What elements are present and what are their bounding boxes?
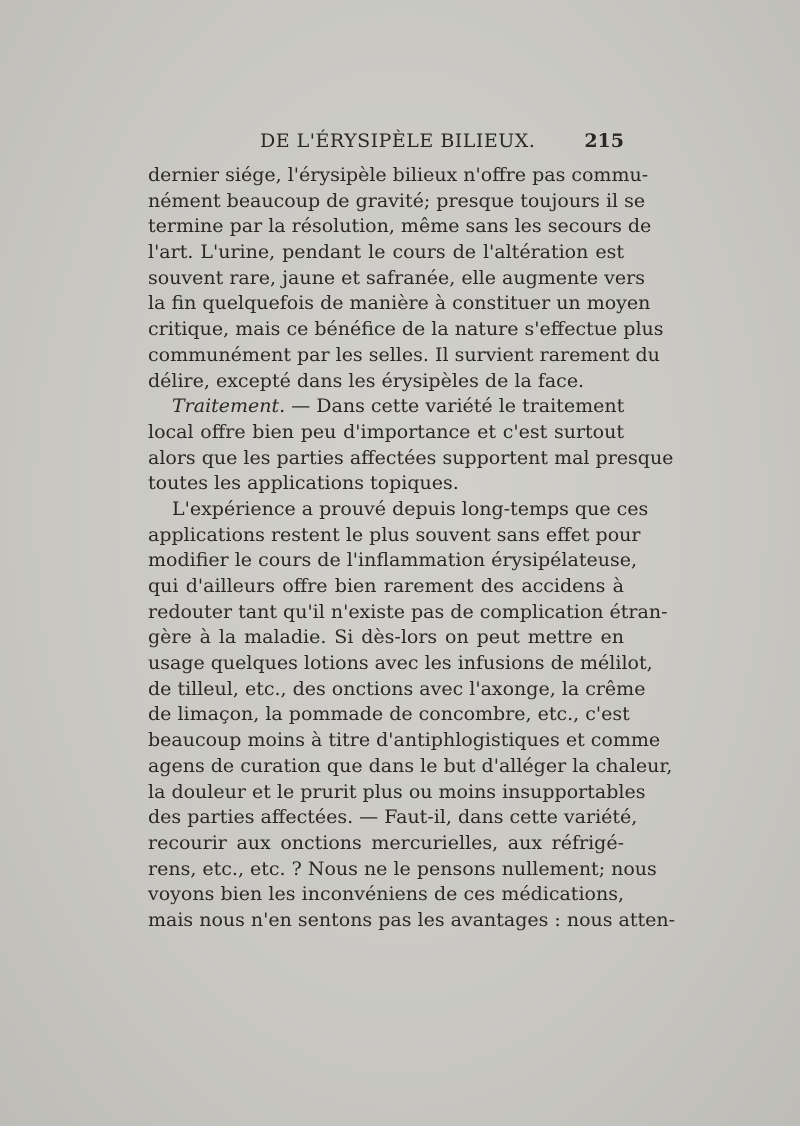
text-line: des parties affectées. — Faut-il, dans cette variété,	[148, 806, 638, 829]
text-line: beaucoup moins à titre d'antiphlogistiques et comme	[148, 729, 661, 752]
text-line: L'expérience a prouvé depuis long-temps que ces	[172, 497, 649, 520]
text-line: rens, etc., etc. ? Nous ne le pensons nullement; nous	[148, 857, 657, 880]
text-line: souvent rare, jaune et safranée, elle augmente vers	[148, 266, 645, 289]
text-line: délire, excepté dans les érysipèles de la face.	[148, 369, 585, 392]
traitement-rest: — Dans cette variété le traitement	[285, 395, 625, 418]
text-line: modifier le cours de l'inflammation érysipélateuse,	[148, 549, 637, 572]
text-line: agens de curation que dans le but d'alléger la chaleur,	[148, 754, 673, 777]
text-line: nément beaucoup de gravité; presque toujours il se	[148, 189, 646, 212]
text-line: voyons bien les inconvéniens de ces médications,	[148, 883, 624, 906]
text-line: la fin quelquefois de manière à constituer un moyen	[148, 292, 651, 315]
text-line: de limaçon, la pommade de concombre, etc., c'est	[148, 703, 630, 726]
text-line: l'art. L'urine, pendant le cours de l'altération est	[148, 241, 624, 264]
text-line: termine par la résolution, même sans les secours de	[148, 215, 652, 238]
running-title: DE L'ÉRYSIPÈLE BILIEUX.	[260, 130, 536, 152]
text-line: communément par les selles. Il survient rarement du	[148, 343, 660, 366]
text-line: la douleur et le prurit plus ou moins insupportables	[148, 780, 646, 803]
text-line: dernier siége, l'érysipèle bilieux n'offre pas commu-	[148, 164, 649, 186]
page-number: 215	[584, 130, 624, 152]
text-line: qui d'ailleurs offre bien rarement des accidens à	[148, 575, 624, 597]
text-line: local offre bien peu d'importance et c'est surtout	[148, 420, 624, 443]
text-line: critique, mais ce bénéfice de la nature s'effectue plus	[148, 318, 664, 341]
text-line: alors que les parties affectées supportent mal presque	[148, 446, 674, 469]
text-line: usage quelques lotions avec les infusions de mélilot,	[148, 652, 653, 675]
running-head	[148, 130, 624, 156]
text-line: redouter tant qu'il n'existe pas de complication étran-	[148, 600, 668, 623]
text-line: mais nous n'en sentons pas les avantages : nous atten-	[148, 908, 676, 931]
body-text	[148, 163, 676, 934]
text-line: applications restent le plus souvent sans effet pour	[148, 523, 641, 546]
traitement-label: Traitement.	[172, 395, 286, 418]
traitement-line	[148, 394, 624, 420]
text-line: toutes les applications topiques.	[148, 472, 459, 495]
text-line: de tilleul, etc., des onctions avec l'axonge, la crême	[148, 677, 646, 700]
text-line: recourir aux onctions mercurielles, aux réfrigé-	[148, 831, 624, 854]
text-line: gère à la maladie. Si dès-lors on peut mettre en	[148, 626, 624, 649]
